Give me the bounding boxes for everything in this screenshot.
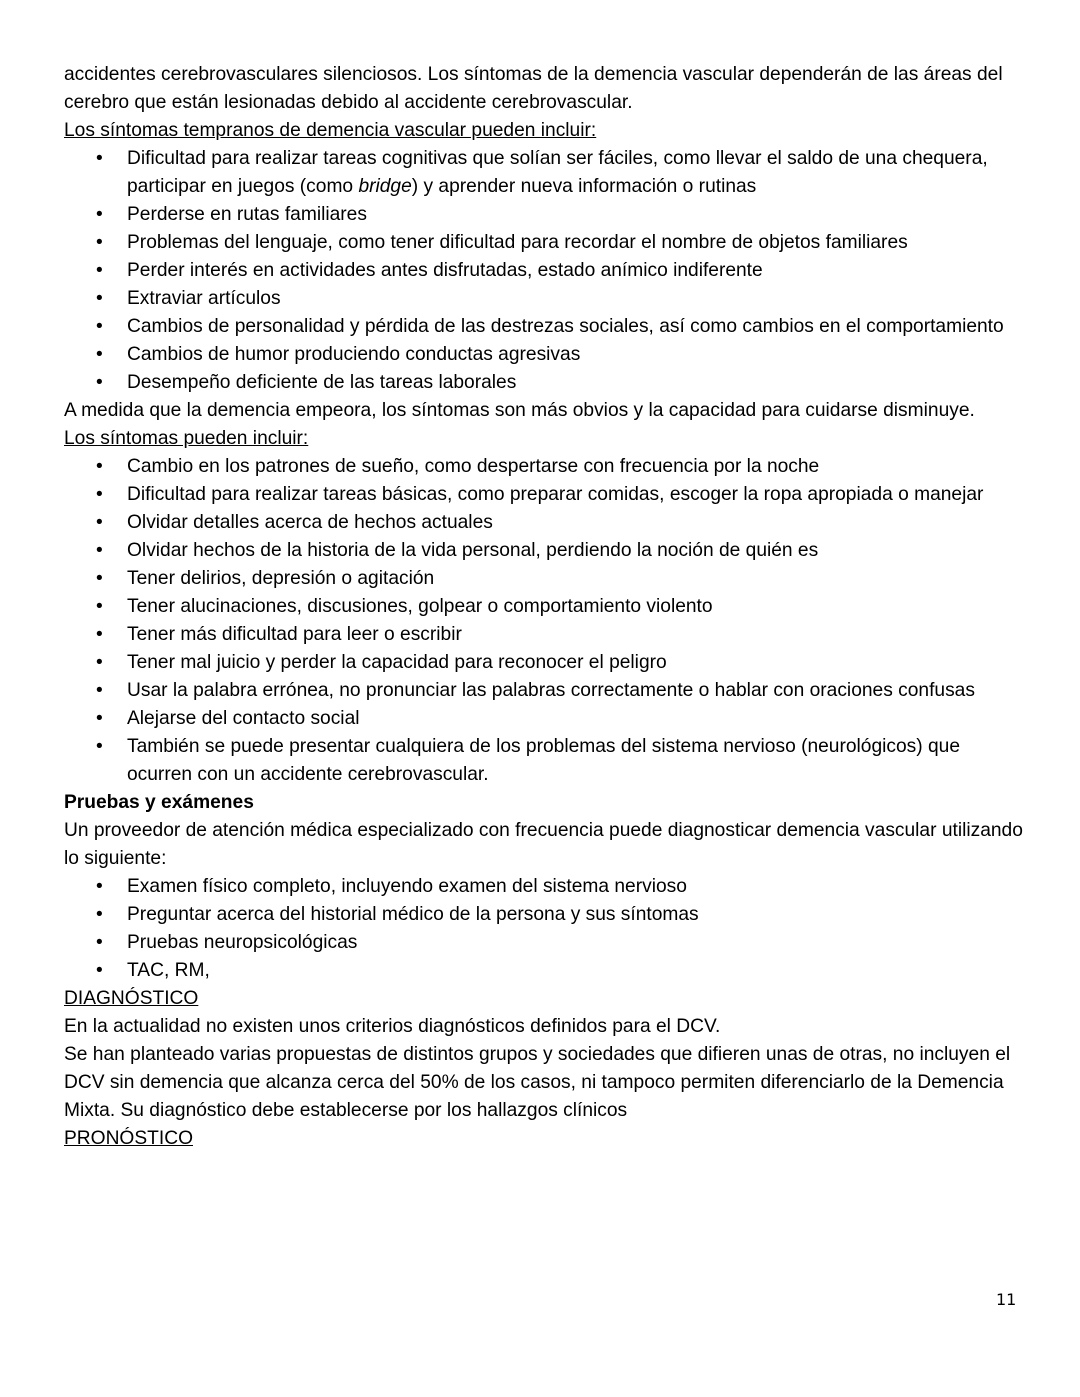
list-item-text: Perder interés en actividades antes disfrutadas, estado anímico indiferente	[127, 260, 763, 281]
list-item-text: TAC, RM,	[127, 960, 210, 981]
list-item-text: Usar la palabra errónea, no pronunciar las palabras correctamente o hablar con oraciones confusas	[127, 680, 975, 701]
list-item-text: Olvidar detalles acerca de hechos actuales	[127, 512, 493, 533]
bullet-icon: •	[96, 596, 103, 617]
tests-list	[64, 873, 1024, 985]
bullet-icon: •	[96, 372, 103, 393]
later-symptoms-heading: Los síntomas pueden incluir:	[64, 428, 309, 449]
bullet-icon: •	[96, 344, 103, 365]
list-item	[64, 509, 1024, 537]
list-item	[64, 649, 1024, 677]
list-item-text: Tener mal juicio y perder la capacidad para reconocer el peligro	[127, 652, 667, 673]
bullet-icon: •	[96, 316, 103, 337]
page-number: 11	[996, 1290, 1017, 1309]
prognosis-heading: PRONÓSTICO	[64, 1128, 193, 1149]
bullet-icon: •	[96, 484, 103, 505]
bullet-icon: •	[96, 288, 103, 309]
list-item-text-before: Dificultad para realizar tareas cognitivas que solían ser fáciles, como llevar el saldo de una chequera, participar en juegos (como	[127, 148, 988, 197]
diagnosis-paragraph-1: En la actualidad no existen unos criterios diagnósticos definidos para el DCV.	[64, 1016, 721, 1037]
list-item	[64, 929, 1024, 957]
bullet-icon: •	[96, 232, 103, 253]
list-item-text: Tener más dificultad para leer o escribir	[127, 624, 462, 645]
list-item	[64, 201, 1024, 229]
list-item-text: Alejarse del contacto social	[127, 708, 360, 729]
list-item	[64, 229, 1024, 257]
bullet-icon: •	[96, 680, 103, 701]
tests-intro: Un proveedor de atención médica especializado con frecuencia puede diagnosticar demencia vascular utilizando lo siguiente:	[64, 820, 1023, 869]
list-item-text: Tener delirios, depresión o agitación	[127, 568, 435, 589]
list-item-text: Cambio en los patrones de sueño, como despertarse con frecuencia por la noche	[127, 456, 820, 477]
list-item	[64, 677, 1024, 705]
list-item	[64, 453, 1024, 481]
list-item	[64, 593, 1024, 621]
bullet-icon: •	[96, 260, 103, 281]
list-item-text: Cambios de personalidad y pérdida de las destrezas sociales, así como cambios en el comportamiento	[127, 316, 1004, 337]
list-item	[64, 873, 1024, 901]
list-item-italic: bridge	[358, 176, 412, 197]
list-item-text-after: ) y aprender nueva información o rutinas	[411, 176, 757, 197]
early-symptoms-heading: Los síntomas tempranos de demencia vascular pueden incluir:	[64, 120, 597, 141]
list-item-text: Desempeño deficiente de las tareas laborales	[127, 372, 517, 393]
list-item	[64, 145, 1024, 201]
bullet-icon: •	[96, 876, 103, 897]
diagnosis-heading: DIAGNÓSTICO	[64, 988, 199, 1009]
bullet-icon: •	[96, 932, 103, 953]
bullet-icon: •	[96, 540, 103, 561]
bullet-icon: •	[96, 204, 103, 225]
list-item	[64, 313, 1024, 341]
list-item	[64, 705, 1024, 733]
document-page	[64, 61, 1024, 1153]
list-item	[64, 901, 1024, 929]
list-item	[64, 481, 1024, 509]
bullet-icon: •	[96, 960, 103, 981]
list-item	[64, 565, 1024, 593]
list-item-text: Preguntar acerca del historial médico de la persona y sus síntomas	[127, 904, 699, 925]
later-symptoms-list	[64, 453, 1024, 789]
list-item-text: Extraviar artículos	[127, 288, 281, 309]
early-symptoms-list	[64, 145, 1024, 397]
bullet-icon: •	[96, 652, 103, 673]
bullet-icon: •	[96, 456, 103, 477]
list-item	[64, 341, 1024, 369]
list-item-text: También se puede presentar cualquiera de los problemas del sistema nervioso (neurológicos) que ocurren con un accidente cerebrovascular.	[127, 736, 960, 785]
list-item	[64, 621, 1024, 649]
list-item-text: Problemas del lenguaje, como tener dificultad para recordar el nombre de objetos familiares	[127, 232, 908, 253]
list-item-text: Pruebas neuropsicológicas	[127, 932, 358, 953]
list-item-text: Examen físico completo, incluyendo examen del sistema nervioso	[127, 876, 687, 897]
tests-heading: Pruebas y exámenes	[64, 792, 254, 813]
bullet-icon: •	[96, 512, 103, 533]
list-item	[64, 369, 1024, 397]
list-item	[64, 257, 1024, 285]
list-item-text: Dificultad para realizar tareas básicas, como preparar comidas, escoger la ropa apropiada o manejar	[127, 484, 984, 505]
list-item-text: Perderse en rutas familiares	[127, 204, 367, 225]
intro-paragraph: accidentes cerebrovasculares silenciosos. Los síntomas de la demencia vascular dependerán de las áreas del cerebro que están lesionadas debido al accidente cerebrovascular.	[64, 64, 1003, 113]
list-item	[64, 537, 1024, 565]
bullet-icon: •	[96, 904, 103, 925]
bullet-icon: •	[96, 624, 103, 645]
list-item-text: Olvidar hechos de la historia de la vida personal, perdiendo la noción de quién es	[127, 540, 819, 561]
list-item-text: Cambios de humor produciendo conductas agresivas	[127, 344, 581, 365]
list-item	[64, 285, 1024, 313]
list-item	[64, 957, 1024, 985]
bullet-icon: •	[96, 148, 103, 169]
bullet-icon: •	[96, 708, 103, 729]
diagnosis-paragraph-2: Se han planteado varias propuestas de distintos grupos y sociedades que difieren unas de otras, no incluyen el DCV sin demencia que alcanza cerca del 50% de los casos, ni tampoco permiten diferenciarlo de la Demencia Mixta. Su diagnóstico debe establecerse por los hallazgos clínicos	[64, 1044, 1011, 1121]
bullet-icon: •	[96, 568, 103, 589]
list-item-text: Tener alucinaciones, discusiones, golpear o comportamiento violento	[127, 596, 713, 617]
bullet-icon: •	[96, 736, 103, 757]
progression-paragraph: A medida que la demencia empeora, los síntomas son más obvios y la capacidad para cuidarse disminuye.	[64, 400, 975, 421]
list-item	[64, 733, 1024, 789]
